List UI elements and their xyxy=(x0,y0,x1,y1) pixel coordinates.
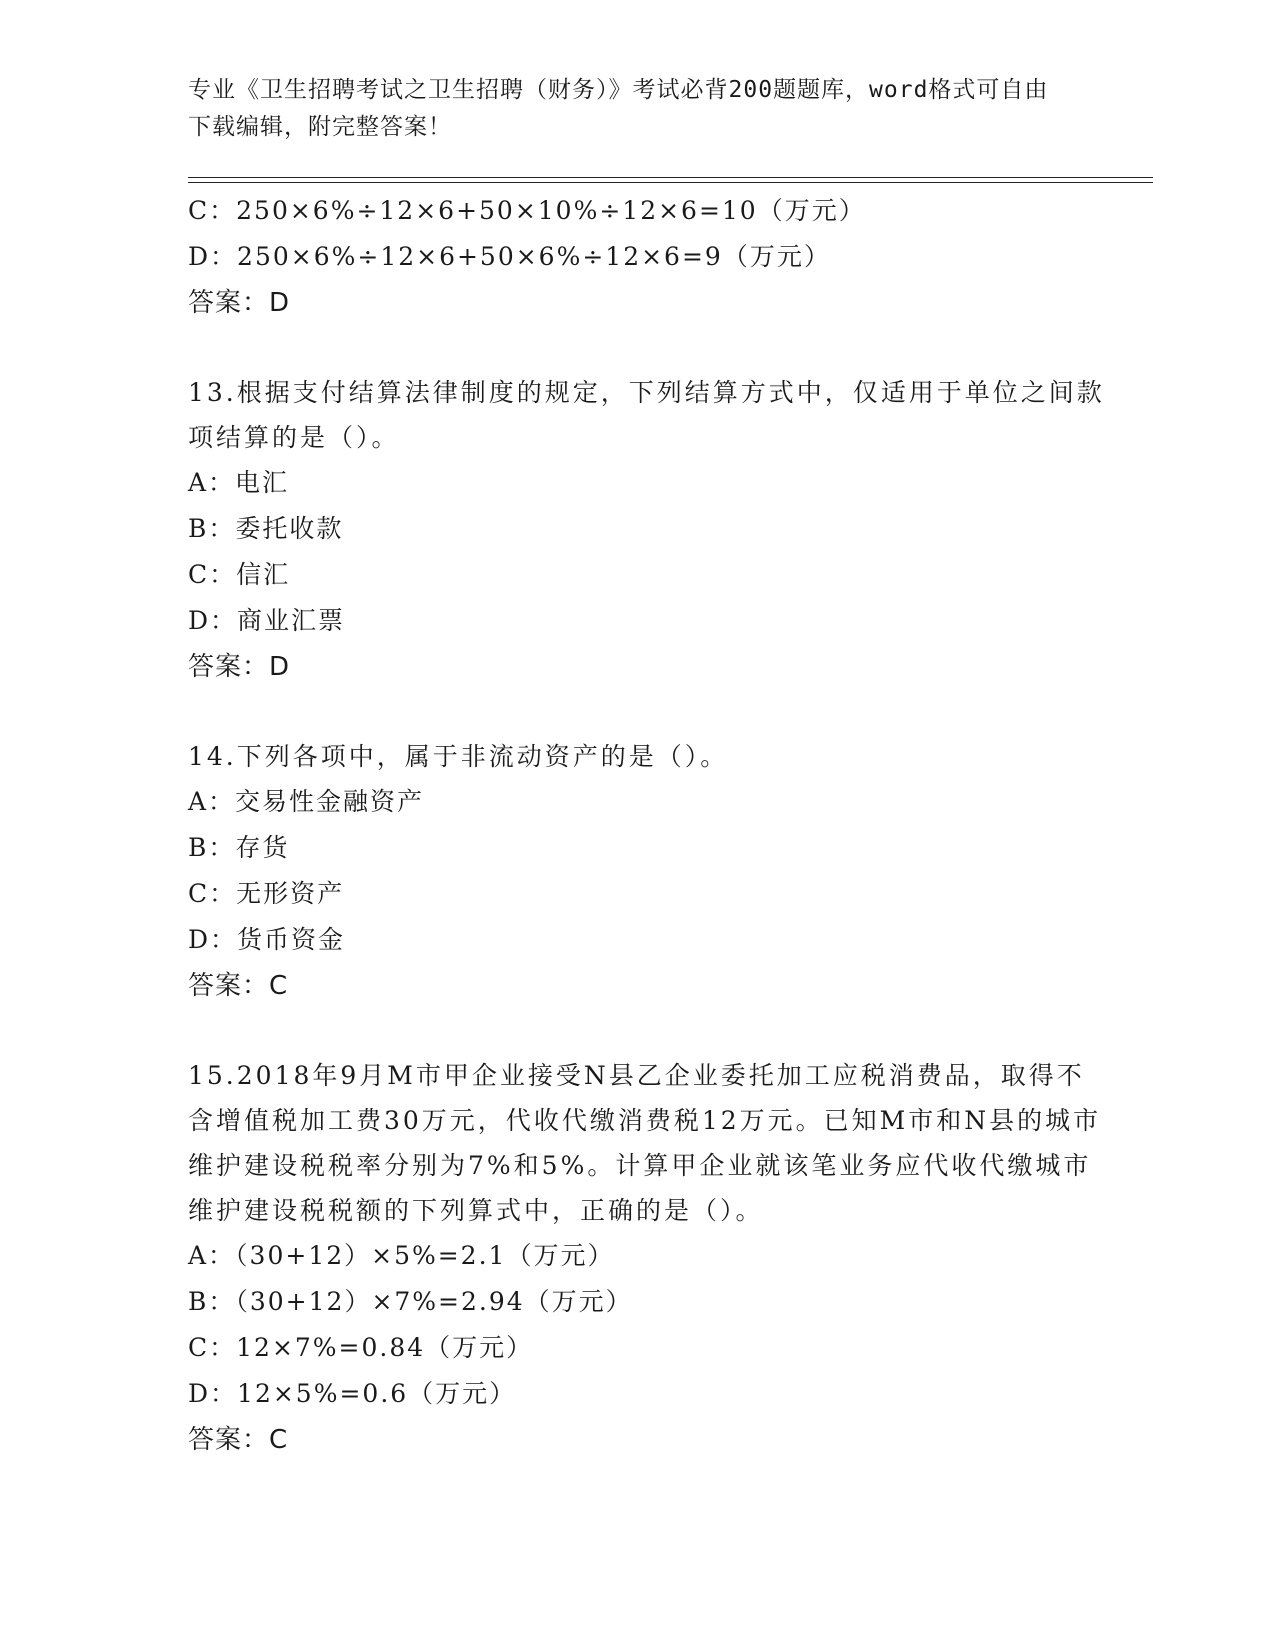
option-b: B：委托收款 xyxy=(188,514,344,543)
option-c: C：12×7%=0.84（万元） xyxy=(188,1333,534,1362)
header-divider xyxy=(188,177,1153,183)
answer-line: 答案：C xyxy=(188,971,289,1001)
continued-question xyxy=(188,188,1108,326)
question-15 xyxy=(188,1053,1108,1463)
option-d: D：12×5%=0.6（万元） xyxy=(188,1379,517,1408)
option-a: A：（30+12）×5%=2.1（万元） xyxy=(188,1241,615,1270)
question-text: 13.根据支付结算法律制度的规定，下列结算方式中，仅适用于单位之间款项结算的是（）。 xyxy=(188,378,1105,452)
option-b: B：存货 xyxy=(188,833,290,862)
answer-line: 答案：D xyxy=(188,652,291,682)
answer-line: 答案：D xyxy=(188,288,291,318)
option-d: D：250×6%÷12×6+50×6%÷12×6=9（万元） xyxy=(188,242,831,271)
option-d: D：商业汇票 xyxy=(188,606,346,635)
option-a: A：电汇 xyxy=(188,468,290,497)
option-c: C：无形资产 xyxy=(188,879,345,908)
question-14 xyxy=(188,734,1108,1009)
option-a: A：交易性金融资产 xyxy=(188,787,425,816)
document-body xyxy=(188,188,1108,1463)
option-b: B：（30+12）×7%=2.94（万元） xyxy=(188,1287,633,1316)
document-header: 专业《卫生招聘考试之卫生招聘（财务）》考试必背200题题库，word格式可自由下载编辑，附完整答案！ xyxy=(188,77,1049,140)
question-text: 14.下列各项中，属于非流动资产的是（）。 xyxy=(188,742,729,771)
question-text: 15.2018年9月M市甲企业接受N县乙企业委托加工应税消费品，取得不含增值税加工费30万元，代收代缴消费税12万元。已知M市和N县的城市维护建设税税率分别为7%和5%。计算甲企业就该笔业务应代收代缴城市维护建设税税额的下列算式中，正确的是（）。 xyxy=(188,1061,1102,1225)
option-c: C：250×6%÷12×6+50×10%÷12×6=10（万元） xyxy=(188,196,866,225)
question-13 xyxy=(188,370,1108,690)
option-c: C：信汇 xyxy=(188,560,291,589)
answer-line: 答案：C xyxy=(188,1425,289,1455)
option-d: D：货币资金 xyxy=(188,925,346,954)
